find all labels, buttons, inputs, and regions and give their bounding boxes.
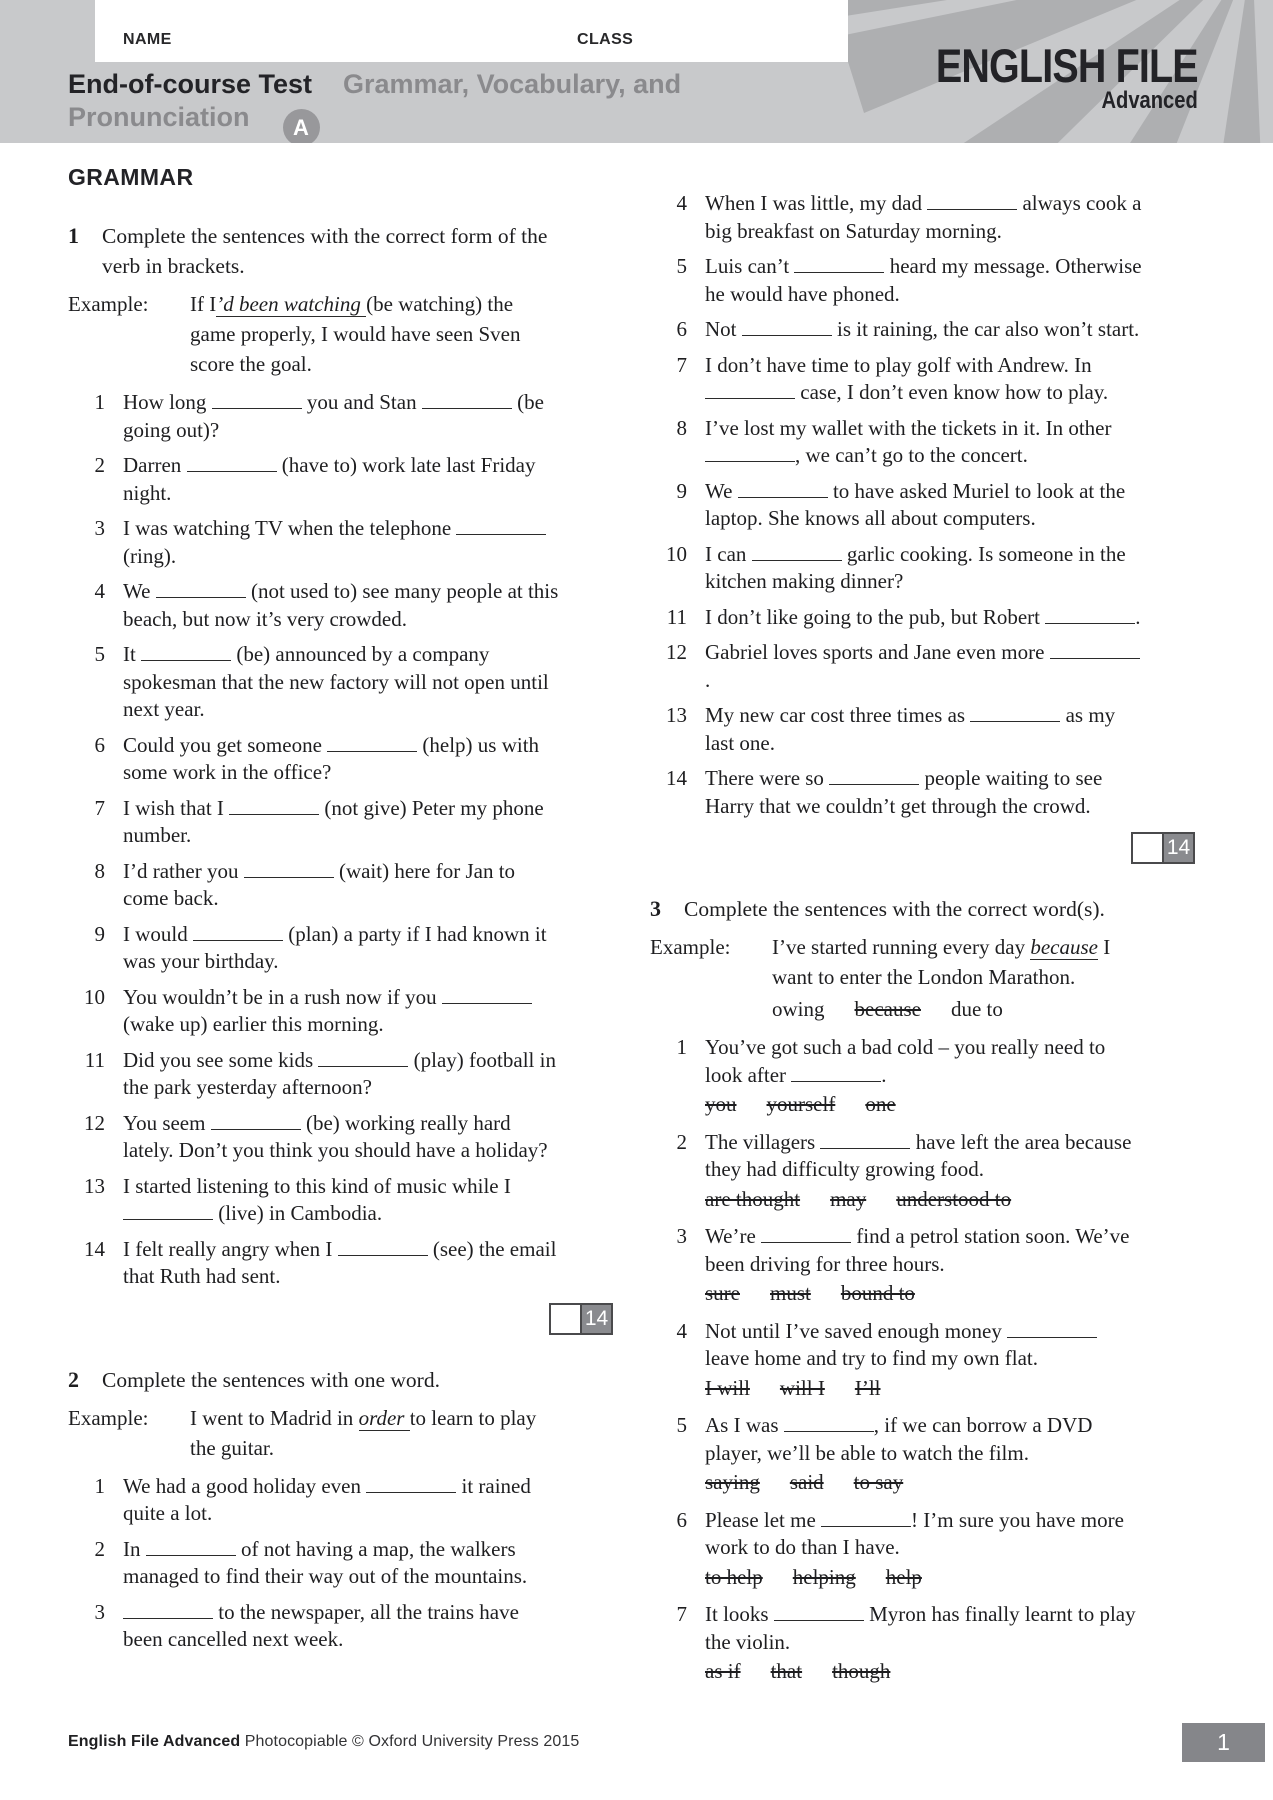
test-item: [68, 578, 613, 633]
item-text: You seem (be) working really hard lately. Don’t you think you should have a holiday?: [123, 1110, 548, 1162]
item-number: 9: [676, 478, 687, 503]
answer-options: [705, 1280, 1142, 1308]
answer-blank[interactable]: [338, 1238, 428, 1256]
answer-blank[interactable]: [366, 1475, 456, 1493]
option-word: owing: [772, 997, 825, 1021]
answer-blank[interactable]: [794, 255, 884, 273]
option-word: due to: [950, 997, 1003, 1021]
answer-blank[interactable]: [123, 1601, 213, 1619]
answer-blank[interactable]: [774, 1603, 864, 1621]
test-version-badge: A: [283, 109, 320, 143]
left-column: [68, 150, 613, 1662]
answer-blank[interactable]: [761, 1225, 851, 1243]
item-number: 2: [94, 1536, 105, 1561]
section-number: 1: [68, 223, 79, 248]
section-1: [68, 221, 613, 1335]
item-text: It looks Myron has finally learnt to play the violin. as if that though: [705, 1601, 1142, 1686]
test-item: [650, 1223, 1195, 1308]
item-text: Not until I’ve saved enough money leave home and try to find my own flat. I will will I I’ll: [705, 1318, 1142, 1403]
test-item: [650, 316, 1195, 344]
footer-publisher: Photocopiable © Oxford University Press 2015: [240, 1733, 580, 1750]
answer-blank[interactable]: [156, 580, 246, 598]
item-number: 1: [94, 1473, 105, 1498]
item-number: 2: [676, 1129, 687, 1154]
example-text: I want to enter the London Marathon.: [772, 935, 1111, 989]
class-label: CLASS: [577, 31, 634, 48]
item-text: We to have asked Muriel to look at the laptop. She knows all about computers.: [705, 478, 1126, 530]
item-text: I felt really angry when I (see) the email that Ruth had sent.: [123, 1236, 557, 1288]
answer-blank[interactable]: [193, 923, 283, 941]
answer-blank[interactable]: [742, 318, 832, 336]
item-number: 8: [94, 858, 105, 883]
answer-blank[interactable]: [456, 517, 546, 535]
answer-blank[interactable]: [187, 454, 277, 472]
example-body: [772, 932, 1142, 1024]
item-number: 7: [676, 352, 687, 377]
example: [68, 289, 613, 379]
option-word: yourself: [766, 1092, 836, 1116]
option-word: one: [865, 1092, 896, 1116]
item-number: 14: [666, 766, 687, 790]
item-number: 4: [676, 191, 687, 215]
item-number: 4: [676, 1318, 687, 1343]
answer-options: [705, 1469, 1142, 1497]
item-number: 3: [94, 1599, 105, 1624]
item-text: I’ve lost my wallet with the tickets in it. In other , we can’t go to the concert.: [705, 415, 1112, 467]
answer-blank[interactable]: [705, 444, 795, 462]
example-label: Example:: [68, 1405, 149, 1430]
answer-options: [705, 1186, 1142, 1214]
answer-blank[interactable]: [791, 1064, 881, 1082]
test-title: End-of-course Test: [68, 69, 313, 99]
option-word: helping: [792, 1564, 856, 1589]
item-number: 12: [84, 1110, 105, 1135]
score-box: [650, 832, 1195, 864]
section-title: Complete the sentences with the correct form of the verb in brackets.: [102, 224, 548, 278]
item-text: Darren (have to) work late last Friday night.: [123, 453, 536, 505]
section-heading: [68, 221, 613, 281]
test-item: [68, 1173, 613, 1228]
option-word: because: [854, 997, 921, 1021]
example-body: [190, 1403, 560, 1463]
item-number: 5: [676, 1413, 687, 1437]
example-body: [190, 289, 560, 379]
item-text: Luis can’t heard my message. Otherwise he would have phoned.: [705, 254, 1142, 306]
example-text: (be watching) the game properly, I would have seen Sven score the goal.: [190, 292, 521, 376]
answer-blank[interactable]: [820, 1131, 910, 1149]
option-word: help: [885, 1564, 922, 1589]
option-word: saying: [705, 1470, 760, 1494]
example-text: I’ve started running every day: [772, 935, 1031, 959]
item-text: When I was little, my dad always cook a big breakfast on Saturday morning.: [705, 191, 1142, 243]
answer-blank[interactable]: [1045, 606, 1135, 624]
answer-blank[interactable]: [244, 860, 334, 878]
item-number: 3: [676, 1224, 687, 1248]
answer-blank[interactable]: [705, 381, 795, 399]
answer-blank[interactable]: [229, 797, 319, 815]
answer-blank[interactable]: [829, 767, 919, 785]
grammar-heading: GRAMMAR: [68, 164, 194, 190]
item-number: 13: [666, 703, 687, 727]
brand-block: [936, 39, 1198, 114]
test-item: [68, 921, 613, 976]
section-heading: [68, 1365, 613, 1395]
item-text: Please let me ! I’m sure you have more work to do than I have. to help helping help: [705, 1507, 1142, 1592]
answer-options: [705, 1091, 1142, 1119]
section-title: Complete the sentences with the correct word(s).: [684, 897, 1105, 921]
item-number: 11: [666, 604, 687, 629]
item-text: It (be) announced by a company spokesman that the new factory will not open until next year.: [123, 642, 549, 721]
answer-blank[interactable]: [146, 1538, 236, 1556]
test-item: [68, 515, 613, 570]
test-item: [650, 1507, 1195, 1592]
option-word: said: [789, 1470, 824, 1494]
item-number: 10: [84, 984, 105, 1009]
brand-level: Advanced: [1101, 87, 1198, 114]
answer-blank[interactable]: [927, 192, 1017, 210]
test-item: [650, 1601, 1195, 1686]
item-number: 6: [676, 317, 687, 341]
test-item: [650, 702, 1195, 757]
item-number: 6: [676, 1507, 687, 1532]
item-text: In of not having a map, the walkers managed to find their way out of the mountains.: [123, 1536, 528, 1588]
answer-blank[interactable]: [318, 1049, 408, 1067]
section-heading: [650, 894, 1195, 924]
test-item: [68, 1047, 613, 1102]
test-item: [650, 541, 1195, 596]
item-number: 5: [676, 254, 687, 278]
option-word: to help: [705, 1564, 763, 1589]
item-text: We (not used to) see many people at this beach, but now it’s very crowded.: [123, 579, 559, 631]
item-text: Did you see some kids (play) football in the park yesterday afternoon?: [123, 1047, 556, 1099]
answer-blank[interactable]: [327, 734, 417, 752]
test-item: [68, 1473, 613, 1528]
item-number: 13: [84, 1173, 105, 1198]
item-text: As I was , if we can borrow a DVD player, we’ll be able to watch the film. saying said to say: [705, 1412, 1142, 1497]
item-text: Could you get someone (help) us with some work in the office?: [123, 732, 540, 784]
test-subtitle-line2: Pronunciation: [68, 102, 250, 132]
option-word: as if: [705, 1659, 741, 1683]
test-item: [650, 1412, 1195, 1497]
item-number: 14: [84, 1236, 105, 1261]
answer-blank[interactable]: [752, 543, 842, 561]
example-text: If I: [190, 292, 217, 316]
test-item: [650, 1318, 1195, 1403]
score-input-cell[interactable]: [1131, 832, 1164, 864]
test-item: [650, 604, 1195, 632]
answer-blank[interactable]: [1050, 641, 1140, 659]
option-word: may: [830, 1186, 867, 1211]
test-subtitle-line1: Grammar, Vocabulary, and: [343, 69, 682, 99]
answer-blank[interactable]: [784, 1414, 874, 1432]
answer-blank[interactable]: [821, 1509, 911, 1527]
test-item: [68, 1599, 613, 1654]
option-word: are thought: [705, 1186, 801, 1211]
item-number: 7: [94, 795, 105, 820]
answer-blank[interactable]: [422, 391, 512, 409]
item-text: I don’t have time to play golf with Andrew. In case, I don’t even know how to play.: [705, 352, 1109, 404]
example-answer: order: [358, 1405, 410, 1430]
answer-options: [772, 994, 1142, 1024]
item-text: I started listening to this kind of music while I (live) in Cambodia.: [123, 1173, 511, 1225]
item-number: 1: [676, 1035, 687, 1059]
test-item: [68, 732, 613, 787]
item-number: 8: [676, 415, 687, 440]
test-item: [68, 1236, 613, 1291]
item-text: We’re find a petrol station soon. We’ve been driving for three hours. sure must bound to: [705, 1223, 1142, 1308]
item-number: 11: [84, 1047, 105, 1072]
item-text: How long you and Stan (be going out)?: [123, 390, 544, 442]
item-text: My new car cost three times as as my last one.: [705, 703, 1116, 755]
item-text: You’ve got such a bad cold – you really need to look after . you yourself one: [705, 1034, 1142, 1119]
item-text: I’d rather you (wait) here for Jan to come back.: [123, 858, 516, 910]
item-number: 5: [94, 642, 105, 666]
test-item: [68, 1110, 613, 1165]
example-answer: ’d been watching: [216, 292, 367, 316]
test-item: [650, 1034, 1195, 1119]
score-max-cell: 14: [1164, 832, 1195, 864]
item-text: You wouldn’t be in a rush now if you (wake up) earlier this morning.: [123, 984, 560, 1039]
option-word: will I: [779, 1375, 825, 1400]
section-title: Complete the sentences with one word.: [102, 1367, 440, 1392]
option-word: sure: [705, 1281, 740, 1305]
item-text: There were so people waiting to see Harry that we couldn’t get through the crowd.: [705, 766, 1103, 818]
example-label: Example:: [68, 292, 149, 316]
score-input-cell[interactable]: [549, 1303, 582, 1335]
brand-title: ENGLISH FILE: [936, 39, 1198, 92]
test-item: [68, 858, 613, 913]
page-header: [0, 0, 1273, 143]
right-column: [650, 150, 1195, 1696]
item-number: 2: [94, 453, 105, 477]
item-number: 6: [94, 732, 105, 757]
item-text: I wish that I (not give) Peter my phone number.: [123, 795, 544, 847]
test-item: [650, 253, 1195, 308]
answer-blank[interactable]: [141, 643, 231, 661]
item-text: Gabriel loves sports and Jane even more .: [705, 639, 1142, 694]
option-word: I’ll: [854, 1375, 881, 1400]
test-item: [650, 639, 1195, 694]
test-item: [68, 389, 613, 444]
test-item: [68, 452, 613, 507]
example-label: Example:: [650, 935, 731, 959]
answer-options: [705, 1375, 1142, 1403]
answer-options: [705, 1658, 1142, 1686]
item-number: 10: [666, 541, 687, 566]
test-item: [68, 1536, 613, 1591]
page-footer: [0, 1715, 1273, 1775]
section-2-continued: [650, 190, 1195, 864]
test-item: [650, 1129, 1195, 1214]
answer-blank[interactable]: [970, 704, 1060, 722]
test-item: [650, 352, 1195, 407]
name-class-box[interactable]: [95, 0, 848, 62]
section-3: [650, 894, 1195, 1686]
section-number: 3: [650, 896, 661, 921]
item-number: 4: [94, 579, 105, 603]
option-word: bound to: [840, 1281, 915, 1305]
example-answer: because: [1030, 935, 1098, 959]
item-text: I don’t like going to the pub, but Robert .: [705, 604, 1141, 629]
option-word: you: [705, 1092, 737, 1116]
page-number-badge: 1: [1182, 1723, 1265, 1762]
item-number: 12: [666, 640, 687, 664]
example: [650, 932, 1195, 1024]
section-number: 2: [68, 1366, 79, 1392]
test-item: [650, 765, 1195, 820]
item-text: We had a good holiday even it rained quite a lot.: [123, 1473, 531, 1525]
test-title-block: [68, 68, 681, 143]
example-text: I went to Madrid in: [190, 1405, 359, 1430]
copyright-text: [68, 1733, 579, 1751]
score-box: [68, 1303, 613, 1335]
test-item: [68, 641, 613, 724]
item-text: I can garlic cooking. Is someone in the kitchen making dinner?: [705, 541, 1126, 593]
item-text: to the newspaper, all the trains have been cancelled next week.: [123, 1599, 519, 1651]
option-word: must: [770, 1281, 811, 1305]
example-text: to learn to play the guitar.: [190, 1405, 537, 1460]
item-number: 1: [94, 390, 105, 414]
option-word: understood to: [896, 1186, 1012, 1211]
answer-blank[interactable]: [212, 391, 302, 409]
answer-blank[interactable]: [738, 480, 828, 498]
answer-blank[interactable]: [123, 1202, 213, 1220]
score-max-cell: 14: [582, 1303, 613, 1335]
name-label: NAME: [123, 31, 172, 48]
answer-blank[interactable]: [442, 986, 532, 1004]
item-text: Not is it raining, the car also won’t start.: [705, 317, 1140, 341]
test-item: [650, 190, 1195, 245]
test-item: [68, 984, 613, 1039]
item-text: I was watching TV when the telephone (ring).: [123, 515, 560, 570]
option-word: that: [770, 1659, 803, 1683]
item-number: 7: [676, 1602, 687, 1626]
option-word: though: [832, 1659, 891, 1683]
option-word: to say: [853, 1470, 904, 1494]
answer-blank[interactable]: [1007, 1320, 1097, 1338]
item-text: I would (plan) a party if I had known it was your birthday.: [123, 921, 547, 973]
answer-blank[interactable]: [211, 1112, 301, 1130]
option-word: I will: [705, 1375, 750, 1400]
test-item: [650, 415, 1195, 470]
section-2-start: [68, 1365, 613, 1654]
example: [68, 1403, 613, 1463]
test-item: [650, 478, 1195, 533]
item-text: The villagers have left the area because they had difficulty growing food. are thought may understood to: [705, 1129, 1142, 1214]
item-number: 3: [94, 516, 105, 540]
item-number: 9: [94, 921, 105, 946]
answer-options: [705, 1564, 1142, 1592]
test-item: [68, 795, 613, 850]
footer-course-name: English File Advanced: [68, 1733, 241, 1750]
